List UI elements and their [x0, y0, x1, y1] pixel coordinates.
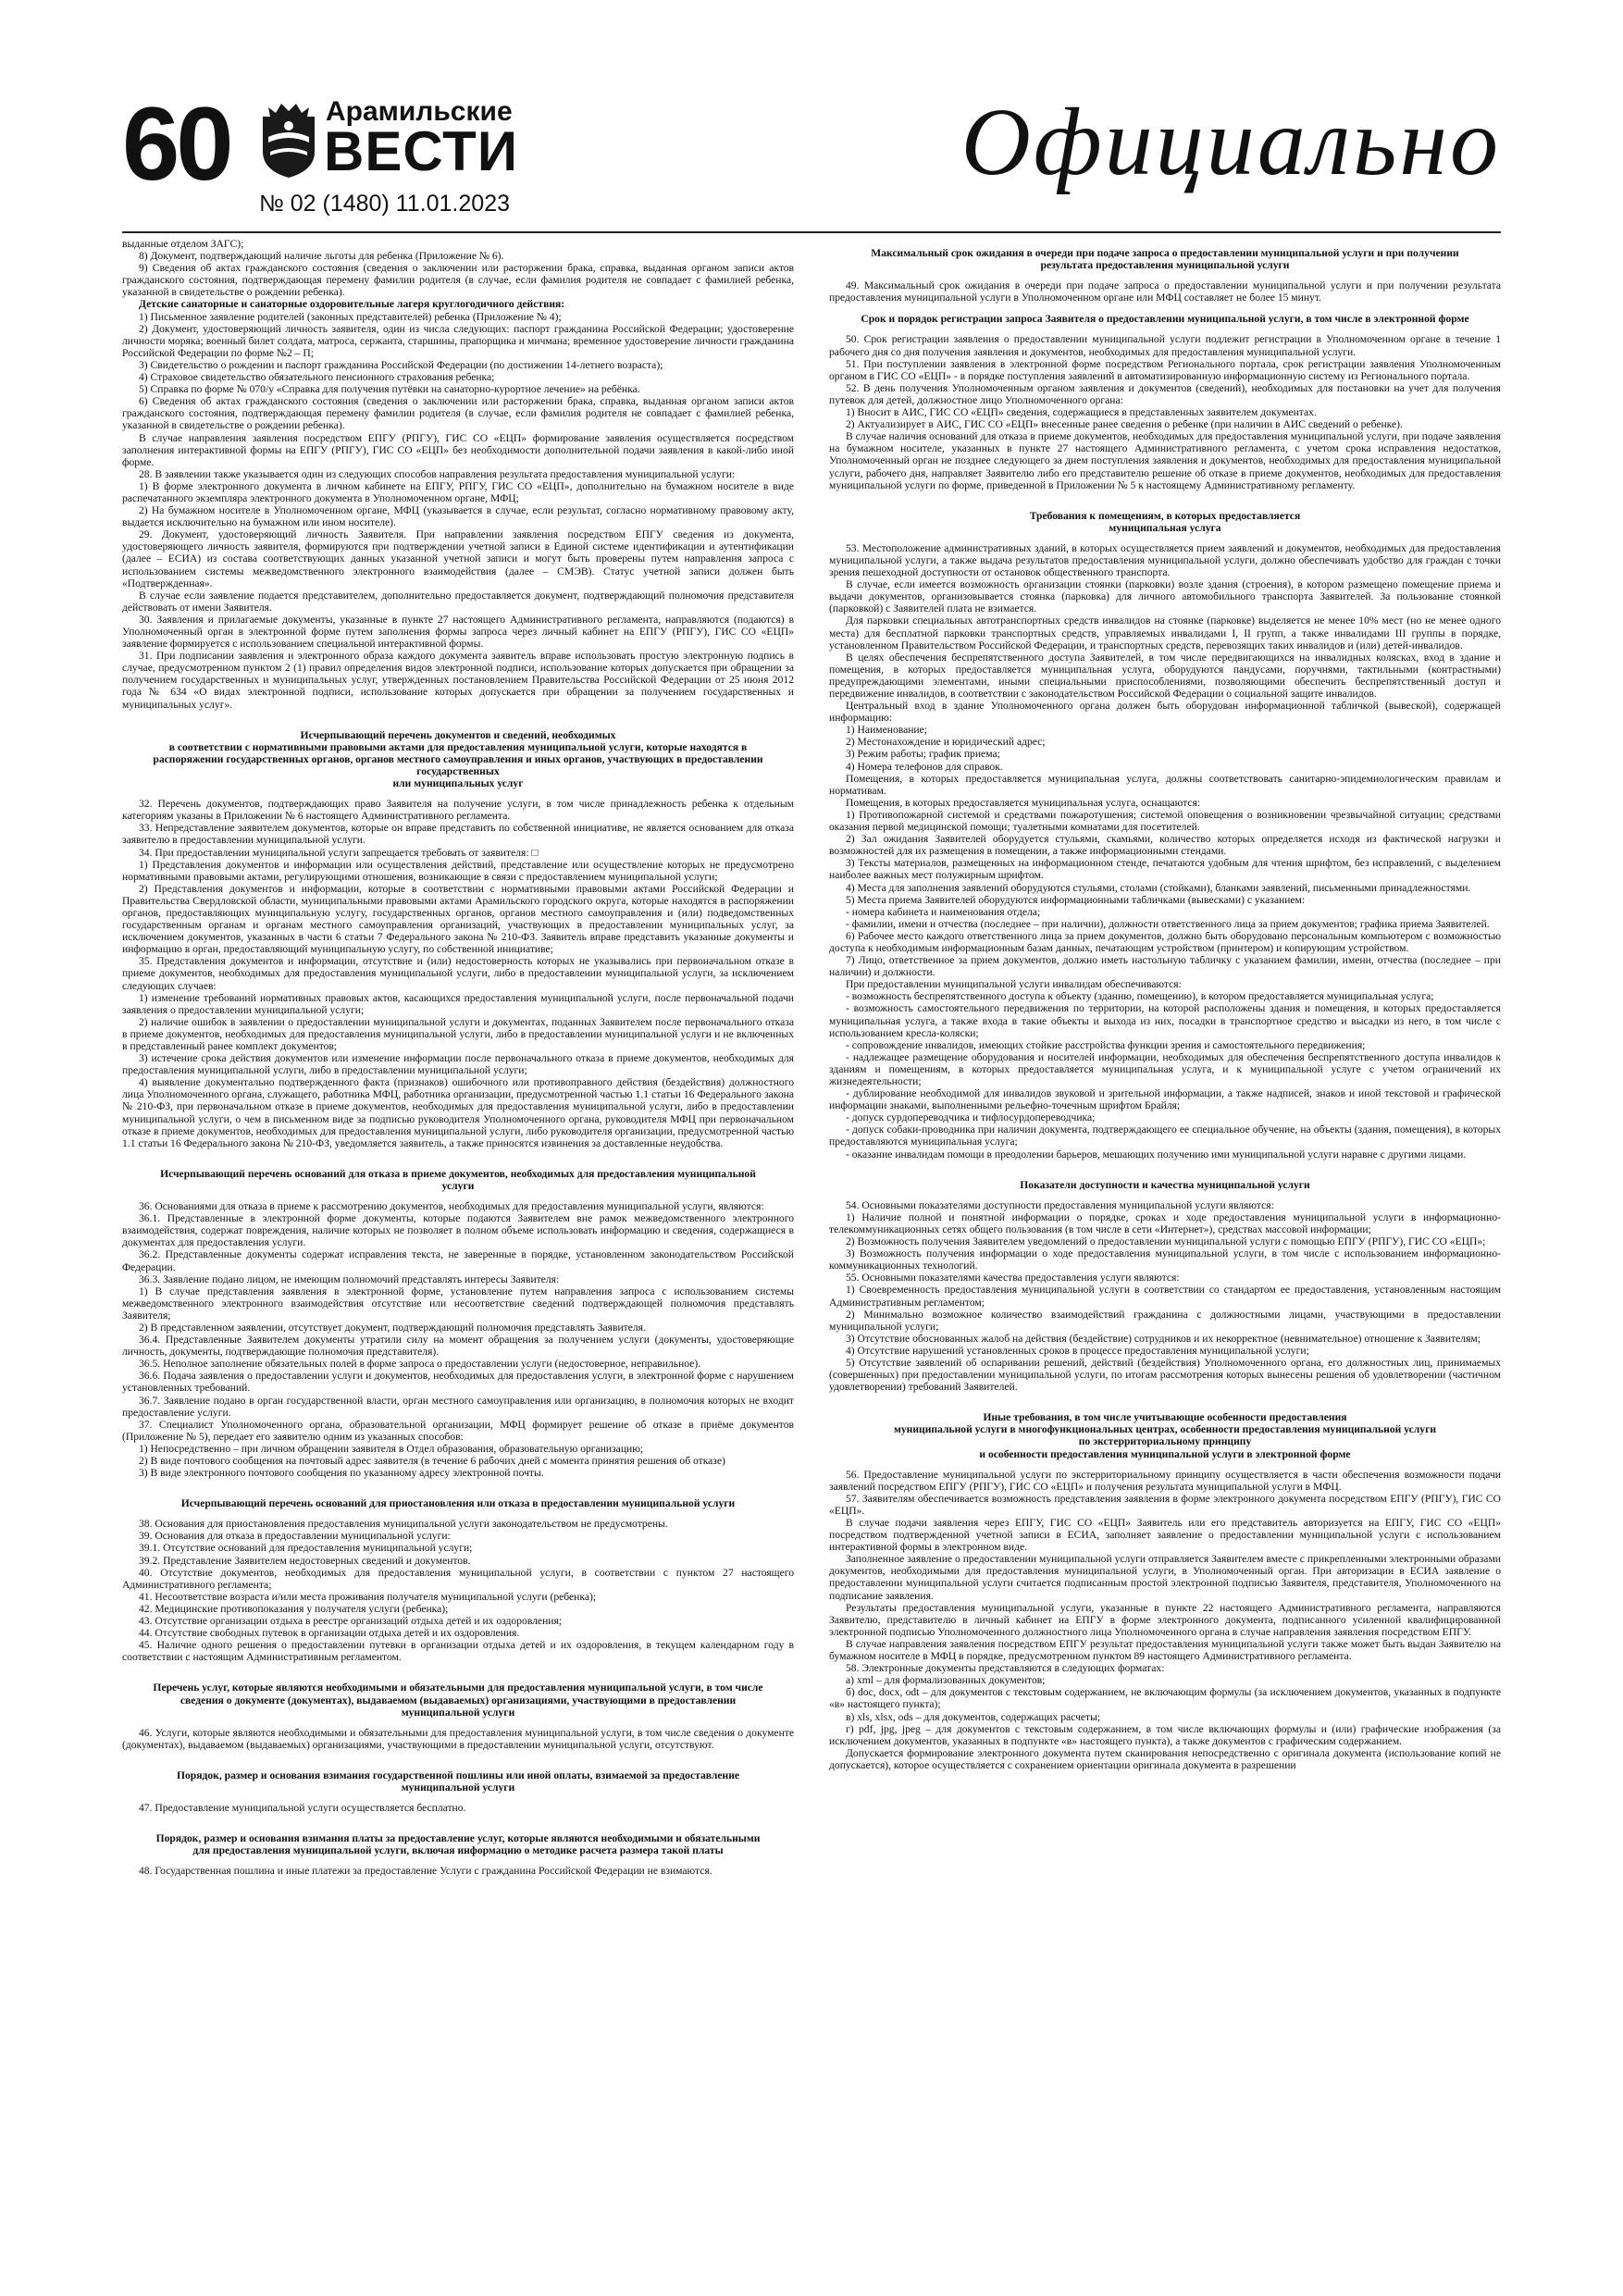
paragraph: 50. Срок регистрации заявления о предоставлении муниципальной услуги подлежит регистрации в Уполномоченном органе в течение 1 рабочего дня со дня получения заявления и документов, необходимых для предоставления муниципальной услуги. [829, 333, 1501, 358]
paragraph: Допускается формирование электронного документа путем сканирования непосредственно с оригинала документа (использование копий не допускается), которое осуществляется с сохранением ориентации оригинала документа в разрешении [829, 1746, 1501, 1771]
paragraph: 38. Основания для приостановления предоставления муниципальной услуги законодательством не предусмотрены. [139, 1518, 668, 1531]
paragraph: 36.7. Заявление подано в орган государственной власти, орган местного самоуправления или организацию, в полномочия которых не входит предоставление услуги. [122, 1394, 794, 1419]
section-title: Официально [960, 89, 1501, 195]
section-heading [150, 1769, 766, 1793]
heading-line: Исчерпывающий перечень оснований для приостановления или отказа в предоставлении муниципальной услуги [180, 1497, 736, 1510]
paragraph: 1) Своевременность предоставления муниципальной услуги в соответствии со стандартом ее предоставления, установленным настоящим Административным регламентом; [829, 1284, 1501, 1309]
newspaper-logo [259, 96, 611, 189]
section-heading [150, 1832, 766, 1856]
paragraph: 36. Основаниями для отказа в приеме к рассмотрению документов, необходимых для предоставления муниципальной услуги, являются: [139, 1200, 764, 1213]
paragraph: 4) Номера телефонов для справок. [846, 760, 1003, 773]
paragraph: 1) Противопожарной системой и средствами пожаротушения; системой оповещения о возникновении чрезвычайной ситуации; средствами оказания первой медицинской помощи; туалетными комнатами для посетителей. [829, 808, 1501, 834]
paragraph: 39.1. Отсутствие оснований для предоставления муниципальной услуги; [139, 1542, 473, 1555]
paragraph: 56. Предоставление муниципальной услуги по экстерриториальному принципу осуществляется в части обеспечения возможности подачи заявлений посредством ЕПГУ (РПГУ), ГИС СО «ЕЦП» и получения результата муниципальной услуги в МФЦ. [829, 1468, 1501, 1493]
paragraph: 2) В виде почтового сообщения на почтовый адрес заявителя (в течение 6 рабочих дней с момента принятия решения об отказе) [139, 1455, 725, 1467]
spacer [829, 1393, 1501, 1402]
paragraph: 39. Основания для отказа в предоставлении муниципальной услуги: [139, 1530, 451, 1543]
paragraph: 45. Наличие одного решения о предоставлении путевки в организации отдыха детей и их оздоровления, в текущем календарном году в соответствии с настоящим Административным регламентом. [122, 1639, 794, 1664]
paragraph: 1) Представления документов и информации или осуществления действий, представление или осуществление которых не предусмотрено нормативными правовыми актами, регулирующими отношения, возникающие в связи с предоставлением муниципальной услуги; [122, 858, 794, 883]
section-heading [857, 1411, 1473, 1459]
paragraph: 6) Сведения об актах гражданского состояния (сведения о заключении или расторжении брака, справка, выданная органом записи актов гражданского состояния, подтверждающая перемену фамилии родителя (в случае, если фамилия родителя не совпадает с фамилией ребенка, указанной в свидетельстве о рождении ребенка). [122, 395, 794, 432]
paragraph: выданные отделом ЗАГС); [122, 238, 244, 250]
paragraph: 2) Местонахождение и юридический адрес; [846, 736, 1046, 749]
paragraph: 1) В случае представления заявления в электронной форме, установление путем направления запроса с использованием системы межведомственного электронного взаимодействия отсутствие или несоответствие сведений подтверждающей полномочия представлять Заявителя; [122, 1285, 794, 1322]
spacer [122, 1751, 794, 1760]
heading-line: Перечень услуг, которые являются необходимыми и обязательными для предоставления муниципальной услуги, в том числе сведения о документе (документах), выдаваемом (выдаваемых) организациями, участвующими в предоставлении муниципальной услуги [153, 1682, 763, 1719]
paragraph: 4) выявление документально подтвержденного факта (признаков) ошибочного или противоправного действия (бездействия) должностного лица Уполномоченного органа, служащего, работника МФЦ, работника организации, предусмотренной частью 1.1 статьи 16 Федерального закона № 210-ФЗ, при первоначальном отказе в приеме документов, необходимых для предоставления муниципальной услуги, либо в предоставлении муниципальной услуги, о чем в письменном виде за подписью руководителя Уполномоченного органа, руководителя МФЦ при первоначальном отказе в приеме документов, необходимых для предоставления муниципальной услуги, либо руководителя организации, предусмотренной частью 1.1 статьи 16 Федерального закона № 210-ФЗ, уведомляется заявитель, а также приносятся извинения за доставленные неудобства. [122, 1076, 794, 1149]
heading-line: Исчерпывающий перечень оснований для отказа в приеме документов, необходимых для предоставления муниципальной услуги [160, 1167, 756, 1192]
paragraph: В случае если заявление подается представителем, дополнительно предоставляется документ, подтверждающий полномочия представителя действовать от имени Заявителя. [122, 589, 794, 614]
masthead [122, 85, 1501, 233]
paragraph: 53. Местоположение административных зданий, в которых осуществляется прием заявлений и документов, необходимых для предоставления муниципальной услуги, а также выдача результатов предоставления муниципальной услуги, должно обеспечивать удобство для граждан с точки зрения пешеходной доступности от остановок общественного транспорта. [829, 541, 1501, 579]
paragraph: 54. Основными показателями доступности предоставления муниципальной услуги являются: [846, 1198, 1274, 1211]
paragraph: 57. Заявителям обеспечивается возможность представления заявления в форме электронного документа посредством ЕПГУ (РПГУ), ГИС СО «ЕЦП». [829, 1492, 1501, 1517]
paragraph: - фамилии, имени и отчества (последнее – при наличии), должности ответственного лица за прием документов; графика приема Заявителей. [846, 917, 1490, 930]
paragraph: В случае направления заявления посредством ЕПГУ (РПГУ), ГИС СО «ЕЦП» формирование заявления осуществляется посредством заполнения интерактивной формы на ЕПГУ (РПГУ), ГИС СО «ЕЦП» без необходимости дополнительной подачи заявления в какой-либо иной форме. [122, 431, 794, 468]
heading-line: Иные требования, в том числе учитывающие особенности предоставления [983, 1411, 1347, 1424]
paragraph: В случае, если имеется возможность организации стоянки (парковки) возле здания (строения), в котором размещено помещение приема и выдачи документов, организовывается стоянка (парковка) для личного автомобильного транспорта Заявителей. За пользование стоянкой (парковкой) с Заявителей плата не взимается. [829, 578, 1501, 615]
coat-of-arms-icon [259, 100, 318, 180]
paragraph: 1) Наименование; [846, 724, 928, 737]
heading-line: или муниципальных услуг [392, 777, 524, 790]
heading-line: Максимальный срок ожидания в очереди при подаче запроса о предоставлении муниципальной услуги и при получении результата предоставления муниципальной услуги [871, 247, 1459, 272]
paragraph: В целях обеспечения беспрепятственного доступа Заявителей, в том числе передвигающихся на инвалидных колясках, вход в здание и помещения, в которых предоставляется муниципальная услуга, оборудуются пандусами, поручнями, тактильными (контрастными) предупреждающими элементами, иными специальными приспособлениями, позволяющими обеспечить беспрепятственный доступ и передвижение инвалидов, в соответствии с законодательством Российской Федерации о социальной защите инвалидов. [829, 651, 1501, 700]
paragraph: В случае направления заявления посредством ЕПГУ результат предоставления муниципальной услуги также может быть выдан Заявителю на бумажном носителе в МФЦ в порядке, предусмотренном пунктом 89 настоящего Административного регламента. [829, 1637, 1501, 1663]
paragraph: 4) Страховое свидетельство обязательного пенсионного страхования ребенка; [139, 371, 495, 384]
paragraph: - допуск сурдопереводчика и тифлосурдопереводчика; [846, 1111, 1096, 1124]
paragraph: 44. Отсутствие свободных путевок в организации отдыха детей и их оздоровления. [139, 1627, 520, 1640]
left-column [122, 238, 794, 2237]
paragraph: 35. Представления документов и информации, отсутствие и (или) недостоверность которых не указывались при первоначальном отказе в приеме документов, необходимых для предоставления муниципальной услуги, либо в предоставлении муниципальной услуги, за исключением следующих случаев: [122, 955, 794, 992]
paragraph: 8) Документ, подтверждающий наличие льготы для ребенка (Приложение № 6). [139, 250, 504, 263]
paragraph: 2) В представленном заявлении, отсутствует документ, подтверждающий полномочия представлять Заявителя. [139, 1321, 646, 1334]
paragraph: - сопровождение инвалидов, имеющих стойкие расстройства функции зрения и самостоятельного передвижения; [846, 1038, 1366, 1051]
spacer [122, 1149, 794, 1159]
paragraph: 33. Непредставление заявителем документов, которые он вправе представить по собственной инициативе, не является основанием для отказа заявителю в предоставлении муниципальной услуги. [122, 822, 794, 847]
paragraph: 1) Вносит в АИС, ГИС СО «ЕЦП» сведения, содержащиеся в представленных заявителем документах. [846, 406, 1317, 419]
paragraph: 2) Представления документов и информации, которые в соответствии с нормативными правовыми актами Российской Федерации и Правительства Свердловской области, муниципальными правовыми актами Арамильского городского округа, которые находятся в распоряжении органов, предоставляющих муниципальную услугу, государственных органов, органов местного самоуправления и (или) подведомственных государственным органам и органам местного самоуправления организаций, участвующих в предоставлении муниципальных услуг, за исключением документов, указанных в части 6 статьи 7 Федерального закона № 210-ФЗ. Заявитель вправе представить указанные документы и информацию в орган, предоставляющий муниципальную услугу, по собственной инициативе; [122, 882, 794, 956]
issue-info: № 02 (1480) 11.01.2023 [259, 191, 510, 217]
paragraph: - допуск собаки-проводника при наличии документа, подтверждающего ее специальное обучение, на объекты (здания, помещения), в которых предоставляются муниципальная услуга; [829, 1123, 1501, 1148]
paragraph: - надлежащее размещение оборудования и носителей информации, необходимых для обеспечения беспрепятственного доступа инвалидов к зданиям и помещениям, в которых предоставляется муниципальная услуга, и к муниципальной услуге с учетом ограничений их жизнедеятельности; [829, 1050, 1501, 1087]
paragraph: 36.5. Неполное заполнение обязательных полей в форме запроса о предоставлении услуги (недостоверное, неправильное). [139, 1358, 701, 1371]
paragraph: 7) Лицо, ответственное за прием документов, должно иметь настольную табличку с указанием фамилии, имени, отчества (последнее – при наличии) и должности. [829, 954, 1501, 979]
paragraph: - возможность беспрепятственного доступа к объекту (зданию, помещению), в котором предоставляется муниципальная услуга; [846, 990, 1434, 1003]
section-heading [857, 1179, 1473, 1191]
paragraph: В случае подачи заявления через ЕПГУ, ГИС СО «ЕЦП» Заявитель или его представитель авторизуется на ЕПГУ, ГИС СО «ЕЦП» посредством подтвержденной учетной записи в ЕСИА, заполняет заявление о предоставлении муниципальной услуги с использованием интерактивной формы в электронном виде. [829, 1517, 1501, 1554]
paragraph: а) xml – для формализованных документов; [846, 1674, 1046, 1687]
paragraph: 9) Сведения об актах гражданского состояния (сведения о заключении или расторжении брака, справка, выданная органом записи актов гражданского состояния, подтверждающая перемену фамилии родителя (в случае, если фамилия родителя не совпадает с фамилией ребенка, указанной в свидетельстве о рождении ребенка). [122, 262, 794, 299]
paragraph: 29. Документ, удостоверяющий личность Заявителя. При направлении заявления посредством ЕПГУ сведения из документа, удостоверяющего личность заявителя, формируются при подтверждении учетной записи в Единой системе идентификации и аутентификации (далее – ЕСИА) из состава соответствующих данных указанной учетной записи и могут быть проверены путем направления запроса с использованием системы межведомственного электронного взаимодействия (далее – СМЭВ). Статус учетной записи должен быть «Подтвержденная». [122, 528, 794, 590]
paragraph: 37. Специалист Уполномоченного органа, образовательной организации, МФЦ формирует решение об отказе в приёме документов (Приложение № 5), передает его заявителю одним из указанных способов: [122, 1418, 794, 1443]
paragraph: 34. При предоставлении муниципальной услуги запрещается требовать от заявителя: □ [139, 846, 539, 859]
paragraph: В случае наличия оснований для отказа в приеме документов, необходимых для предоставления муниципальной услуги, при подаче заявления на бумажном носителе, указанных в пункте 27 настоящего Административного регламента, с учетом срока исправления недостатков, Уполномоченный орган не позднее следующего за днем поступления заявления и документов, необходимых для предоставления муниципальной услуги, рабочего дня, направляет Заявителю либо его представителю решение об отказе в приеме документов, необходимых для предоставления муниципальной услуги по форме, приведенной в Приложении № 5 к настоящему Административному регламенту. [829, 430, 1501, 491]
paragraph: 48. Государственная пошлина и иные платежи за предоставление Услуги с гражданина Российской Федерации не взимаются. [139, 1865, 712, 1878]
section-heading [150, 1682, 766, 1718]
paragraph: 39.2. Представление Заявителем недостоверных сведений и документов. [139, 1554, 471, 1567]
heading-line: Порядок, размер и основания взимания платы за предоставление услуг, которые являются необходимыми и обязательными для предоставления муниципальной услуги, включая информацию о методике расчета размера такой платы [155, 1832, 761, 1857]
paragraph: 3) Тексты материалов, размещенных на информационном стенде, печатаются удобным для чтения шрифтом, без исправлений, с выделением наиболее важных мест полужирным шрифтом. [829, 857, 1501, 882]
paragraph: Помещения, в которых предоставляется муниципальная услуга, должны соответствовать санитарно-эпидемиологическим правилам и нормативам. [829, 772, 1501, 797]
paragraph: 31. При подписании заявления и электронного образа каждого документа заявитель вправе использовать простую электронную подпись в случае, предусмотренном пунктом 2 (1) правил определения видов электронной подписи, использование которых допускается при обращении за получением государственных и муниципальных услуг, утвержденных постановлением Правительства Российской Федерации от 25 июня 2012 года № 634 «О видах электронной подписи, использование которых допускается при обращении за получением государственных и муниципальных услуг». [122, 650, 794, 711]
paragraph: 58. Электронные документы представляются в следующих форматах: [846, 1662, 1165, 1675]
paragraph: 1) Письменное заявление родителей (законных представителей) ребенка (Приложение № 4); [139, 310, 562, 323]
spacer [122, 1663, 794, 1672]
paragraph: 42. Медицинские противопоказания у получателя услуги (ребенка); [139, 1602, 449, 1615]
right-column [829, 238, 1501, 2237]
paragraph: 2) Зал ожидания Заявителей оборудуется стульями, скамьями, количество которых определяется исходя из фактической нагрузки и возможностей для их размещения в помещении, а также информационными стендами. [829, 833, 1501, 858]
paragraph: 36.3. Заявление подано лицом, не имеющим полномочий представлять интересы Заявителя: [139, 1272, 560, 1285]
paragraph: 2) наличие ошибок в заявлении о предоставлении муниципальной услуги и документах, поданных Заявителем после первоначального отказа в приеме документов, необходимых для предоставления муниципальной услуги, либо в предоставлении муниципальной услуги и не включенных в представленный ранее комплект документов; [122, 1015, 794, 1052]
heading-line: Требования к помещениям, в которых предоставляется [1029, 509, 1301, 522]
paragraph: 2) Минимально возможное количество взаимодействий гражданина с должностными лицами, участвующими в предоставлении муниципальной услуги; [829, 1308, 1501, 1333]
logo-title: ВЕСТИ [324, 120, 518, 182]
page-number: 60 [122, 86, 230, 202]
paragraph: 2) Документ, удостоверяющий личность заявителя, один из числа следующих: паспорт гражданина Российской Федерации; удостоверение личности моряка; военный билет солдата, матроса, сержанта, старшины, прапорщика и мичмана; временное удостоверение личности гражданина Российской Федерации по форме №2 – П; [122, 322, 794, 359]
paragraph: 28. В заявлении также указывается один из следующих способов направления результата предоставления муниципальной услуги: [139, 467, 736, 480]
paragraph: 51. При поступлении заявления в электронной форме посредством Регионального портала, срок регистрации заявления Уполномоченным органом в ГИС СО «ЕЦП» - в порядке поступления заявлений в автоматизированную информационную систему из Регионального портала. [829, 357, 1501, 382]
bold-paragraph: Детские санаторные и санаторные оздоровительные лагеря круглогодичного действия: [139, 298, 565, 311]
heading-line: по экстерриториальному принципу [1078, 1435, 1252, 1448]
paragraph: 32. Перечень документов, подтверждающих право Заявителя на получение услуги, в том числе принадлежность ребенка к отдельным категориям указаны в Приложении № 6 настоящего Административного регламента. [122, 798, 794, 823]
paragraph: 40. Отсутствие документов, необходимых для предоставления муниципальной услуги, в соответствии с пунктом 27 настоящего Административного регламента; [122, 1566, 794, 1591]
spacer [122, 1479, 794, 1488]
spacer [829, 1160, 1501, 1170]
paragraph: - оказание инвалидам помощи в преодолении барьеров, мешающих получению ими муниципальной услуги наравне с другими лицами. [846, 1148, 1467, 1160]
spacer [122, 1814, 794, 1823]
paragraph: 4) Отсутствие нарушений установленных сроков в процессе предоставления муниципальной услуги; [846, 1344, 1309, 1357]
paragraph: 1) Наличие полной и понятной информации о порядке, сроках и ходе предоставления муниципальной услуги в информационно-телекоммуникационных сетях общего пользования (в том числе в сети «Интернет»), средствах массовой информации; [829, 1210, 1501, 1235]
paragraph: 3) В виде электронного почтового сообщения по указанному адресу электронной почты. [139, 1467, 544, 1480]
paragraph: - дублирование необходимой для инвалидов звуковой и зрительной информации, а также надписей, знаков и иной текстовой и графической информации знаками, выполненными рельефно-точечным шрифтом Брайля; [829, 1087, 1501, 1112]
section-heading [150, 1168, 766, 1192]
paragraph: в) xls, xlsx, ods – для документов, содержащих расчеты; [846, 1710, 1101, 1723]
heading-line: в соответствии с нормативными правовыми актами для предоставления муниципальной услуги, которые находятся в распоряжении государственных органов, органов местного самоуправления и иных органов, участвующих в предоставлении государственных [153, 740, 763, 777]
paragraph: 47. Предоставление муниципальной услуги осуществляется бесплатно. [139, 1802, 466, 1815]
paragraph: 3) истечение срока действия документов или изменение информации после первоначального отказа в приеме документов, необходимых для предоставления муниципальной услуги, либо в предоставлении муниципальной услуги; [122, 1052, 794, 1077]
paragraph: 43. Отсутствие организации отдыха в реестре организаций отдыха детей и их оздоровления; [139, 1615, 563, 1628]
heading-line: и особенности предоставления муниципальной услуги в электронной форме [979, 1447, 1351, 1460]
paragraph: 30. Заявления и прилагаемые документы, указанные в пункте 27 настоящего Административного регламента, направляются (подаются) в Уполномоченный орган в электронной форме путем заполнения формы запроса через личный кабинет на ЕПГУ (РПГУ), ГИС СО «ЕЦП» заявление формируется с использованием специальной интерактивной формы. [122, 613, 794, 651]
heading-line: муниципальной услуги в многофункциональных центрах, особенности предоставления муниципальной услуги [893, 1423, 1437, 1436]
paragraph: 55. Основными показателями качества предоставления услуги являются: [846, 1272, 1180, 1285]
paragraph: Центральный вход в здание Уполномоченного органа должен быть оборудован информационной табличкой (вывеской), содержащей информацию: [829, 700, 1501, 725]
spacer [829, 491, 1501, 501]
section-heading [857, 313, 1473, 325]
paragraph: - возможность самостоятельного передвижения по территории, на которой расположены здания и помещения, в которых предоставляется муниципальная услуга, а также входа в такие объекты и выхода из них, посадки в транспортное средство и высадки из него, в том числе с использованием кресла-коляски; [829, 1002, 1501, 1039]
paragraph: - номера кабинета и наименования отдела; [846, 905, 1041, 918]
paragraph: 5) Отсутствие заявлений об оспаривании решений, действий (бездействия) Уполномоченного органа, его должностных лиц, принимаемых (совершенных) при предоставлении муниципальной услуги, по итогам рассмотрения которых вынесены решения об удовлетворении (частичном удовлетворении) требований Заявителей. [829, 1356, 1501, 1394]
heading-line: Исчерпывающий перечень документов и сведений, необходимых [300, 728, 616, 741]
paragraph: Заполненное заявление о предоставлении муниципальной услуги отправляется Заявителем вместе с прикрепленными электронными образами документов, необходимыми для предоставления муниципальной услуги, в Уполномоченный орган. При авторизации в ЕСИА заявление о предоставлении муниципальной услуги считается подписанным простой электронной подписью Заявителя, представителя, Уполномоченного на подписание заявления. [829, 1553, 1501, 1602]
paragraph: 36.6. Подача заявления о предоставлении услуги и документов, необходимых для предоставления услуги, в электронной форме с нарушением установленных требований. [122, 1370, 794, 1395]
paragraph: Помещения, в которых предоставляется муниципальная услуга, оснащаются: [846, 796, 1201, 809]
paragraph: 2) Возможность получения Заявителем уведомлений о предоставлении муниципальной услуги с помощью ЕПГУ (РПГУ), ГИС СО «ЕЦП»; [846, 1235, 1486, 1248]
paragraph: 2) На бумажном носителе в Уполномоченном органе, МФЦ (указывается в случае, если результат, согласно нормативному правовому акту, выдается исключительно на бумажном или ином носителе). [122, 504, 794, 529]
section-heading [150, 1497, 766, 1509]
paragraph: 6) Рабочее место каждого ответственного лица за прием документов, должно быть оборудовано персональным компьютером с возможностью доступа к необходимым информационным базам данных, печатающим устройством (принтером) и копирующим устройством. [829, 929, 1501, 954]
paragraph: 1) изменение требований нормативных правовых актов, касающихся предоставления муниципальной услуги, после первоначальной подачи заявления о предоставлении муниципальной услуги; [122, 991, 794, 1016]
heading-line: Порядок, размер и основания взимания государственной пошлины или иной оплаты, взимаемой за предоставление муниципальной услуги [176, 1769, 740, 1793]
heading-line: Срок и порядок регистрации запроса Заявителя о предоставлении муниципальной услуги, в том числе в электронной форме [861, 313, 1469, 326]
spacer [122, 711, 794, 720]
heading-line: муниципальная услуга [1109, 521, 1221, 534]
section-heading [857, 247, 1473, 271]
paragraph: 41. Несоответствие возраста и/или места проживания получателя муниципальной услуги (ребенка); [139, 1590, 597, 1603]
paragraph: Для парковки специальных автотранспортных средств инвалидов на стоянке (парковке) выделяется не менее 10% мест (но не менее одного места) для бесплатной парковки транспортных средств, управляемых инвалидами I, II групп, а также инвалидами III группы в порядке, установленном Правительством Российской Федерации, и транспортных средств, перевозящих таких инвалидов и (или) детей-инвалидов. [829, 614, 1501, 652]
paragraph: 2) Актуализирует в АИС, ГИС СО «ЕЦП» внесенные ранее сведения о ребенке (при наличии в АИС сведений о ребенке). [846, 418, 1403, 431]
logo-subtitle: Арамильские [326, 96, 513, 127]
paragraph: 5) Места приема Заявителей оборудуются информационными табличками (вывесками) с указанием: [846, 893, 1306, 906]
paragraph: При предоставлении муниципальной услуги инвалидам обеспечиваются: [846, 978, 1182, 991]
paragraph: б) doc, docx, odt – для документов с текстовым содержанием, не включающим формулы (за исключением документов, указанных в подпункте «в» настоящего пункта); [829, 1686, 1501, 1711]
paragraph: 3) Свидетельство о рождении и паспорт гражданина Российской Федерации (по достижении 14-летнего возраста); [139, 358, 663, 371]
section-heading [857, 510, 1473, 534]
paragraph: 36.2. Представленные документы содержат исправления текста, не заверенные в порядке, установленном законодательством Российской Федерации. [122, 1248, 794, 1273]
header-divider [122, 231, 1501, 233]
paragraph: 4) Места для заполнения заявлений оборудуются стульями, столами (стойками), бланками заявлений, письменными принадлежностями. [846, 881, 1471, 894]
section-heading [150, 729, 766, 789]
paragraph: 3) Отсутствие обоснованных жалоб на действия (бездействие) сотрудников и их некорректное (невнимательное) отношение к Заявителям; [846, 1332, 1481, 1345]
paragraph: 46. Услуги, которые являются необходимыми и обязательными для предоставления муниципальной услуги, в том числе сведения о документе (документах), выдаваемом (выдаваемых) организациями, участвующими в предоставлении муниципальной услуги, отсутствуют. [122, 1726, 794, 1751]
paragraph: 52. В день получения Уполномоченным органом заявления и документов (сведений), необходимых для постановки на учет для получения путевок для детей, должностное лицо Уполномоченного органа: [829, 381, 1501, 406]
heading-line: Показатели доступности и качества муниципальной услуги [1020, 1178, 1310, 1191]
paragraph: 1) Непосредственно – при личном обращении заявителя в Отдел образования, образовательную организацию; [139, 1442, 644, 1455]
paragraph: 49. Максимальный срок ожидания в очереди при подаче запроса о предоставлении муниципальной услуги и при получении результата предоставления муниципальной услуги в Уполномоченном органе или МФЦ составляет не более 15 минут. [829, 279, 1501, 304]
paragraph: 3) Возможность получения информации о ходе предоставления муниципальной услуги, в том числе с использованием информационно-коммуникационных технологий. [829, 1247, 1501, 1272]
paragraph: 1) В форме электронного документа в личном кабинете на ЕПГУ, РПГУ, ГИС СО «ЕЦП», дополнительно на бумажном носителе в виде распечатанного экземпляра электронного документа в Уполномоченном органе, МФЦ; [122, 479, 794, 504]
paragraph: Результаты предоставления муниципальной услуги, указанные в пункте 22 настоящего Административного регламента, направляются Заявителю, представителю в личный кабинет на ЕПГУ в форме электронного документа, подписанного усиленной квалифицированной электронной подписью Уполномоченного должностного лица Уполномоченного органа в случае направления заявления посредством ЕПГУ. [829, 1601, 1501, 1638]
paragraph: 36.1. Представленные в электронной форме документы, которые подаются Заявителем вне рамок межведомственного электронного взаимодействия, содержат повреждения, наличие которых не позволяет в полном объеме использовать информацию и сведения, содержащиеся в документах для предоставления услуги. [122, 1212, 794, 1249]
paragraph: 36.4. Представленные Заявителем документы утратили силу на момент обращения за получением услуги (документы, удостоверяющие личность, документы, подтверждающие полномочия представителя). [122, 1334, 794, 1359]
paragraph: 3) Режим работы; график приема; [846, 748, 1000, 761]
paragraph: 5) Справка по форме № 070/у «Справка для получения путёвки на санаторно-курортное лечение» на ребёнка. [139, 383, 640, 396]
paragraph: г) pdf, jpg, jpeg – для документов с текстовым содержанием, в том числе включающих формулы и (или) графические изображения (за исключением документов, указанных в подпункте «в» настоящего пункта), а также документов с графическим содержанием. [829, 1722, 1501, 1747]
